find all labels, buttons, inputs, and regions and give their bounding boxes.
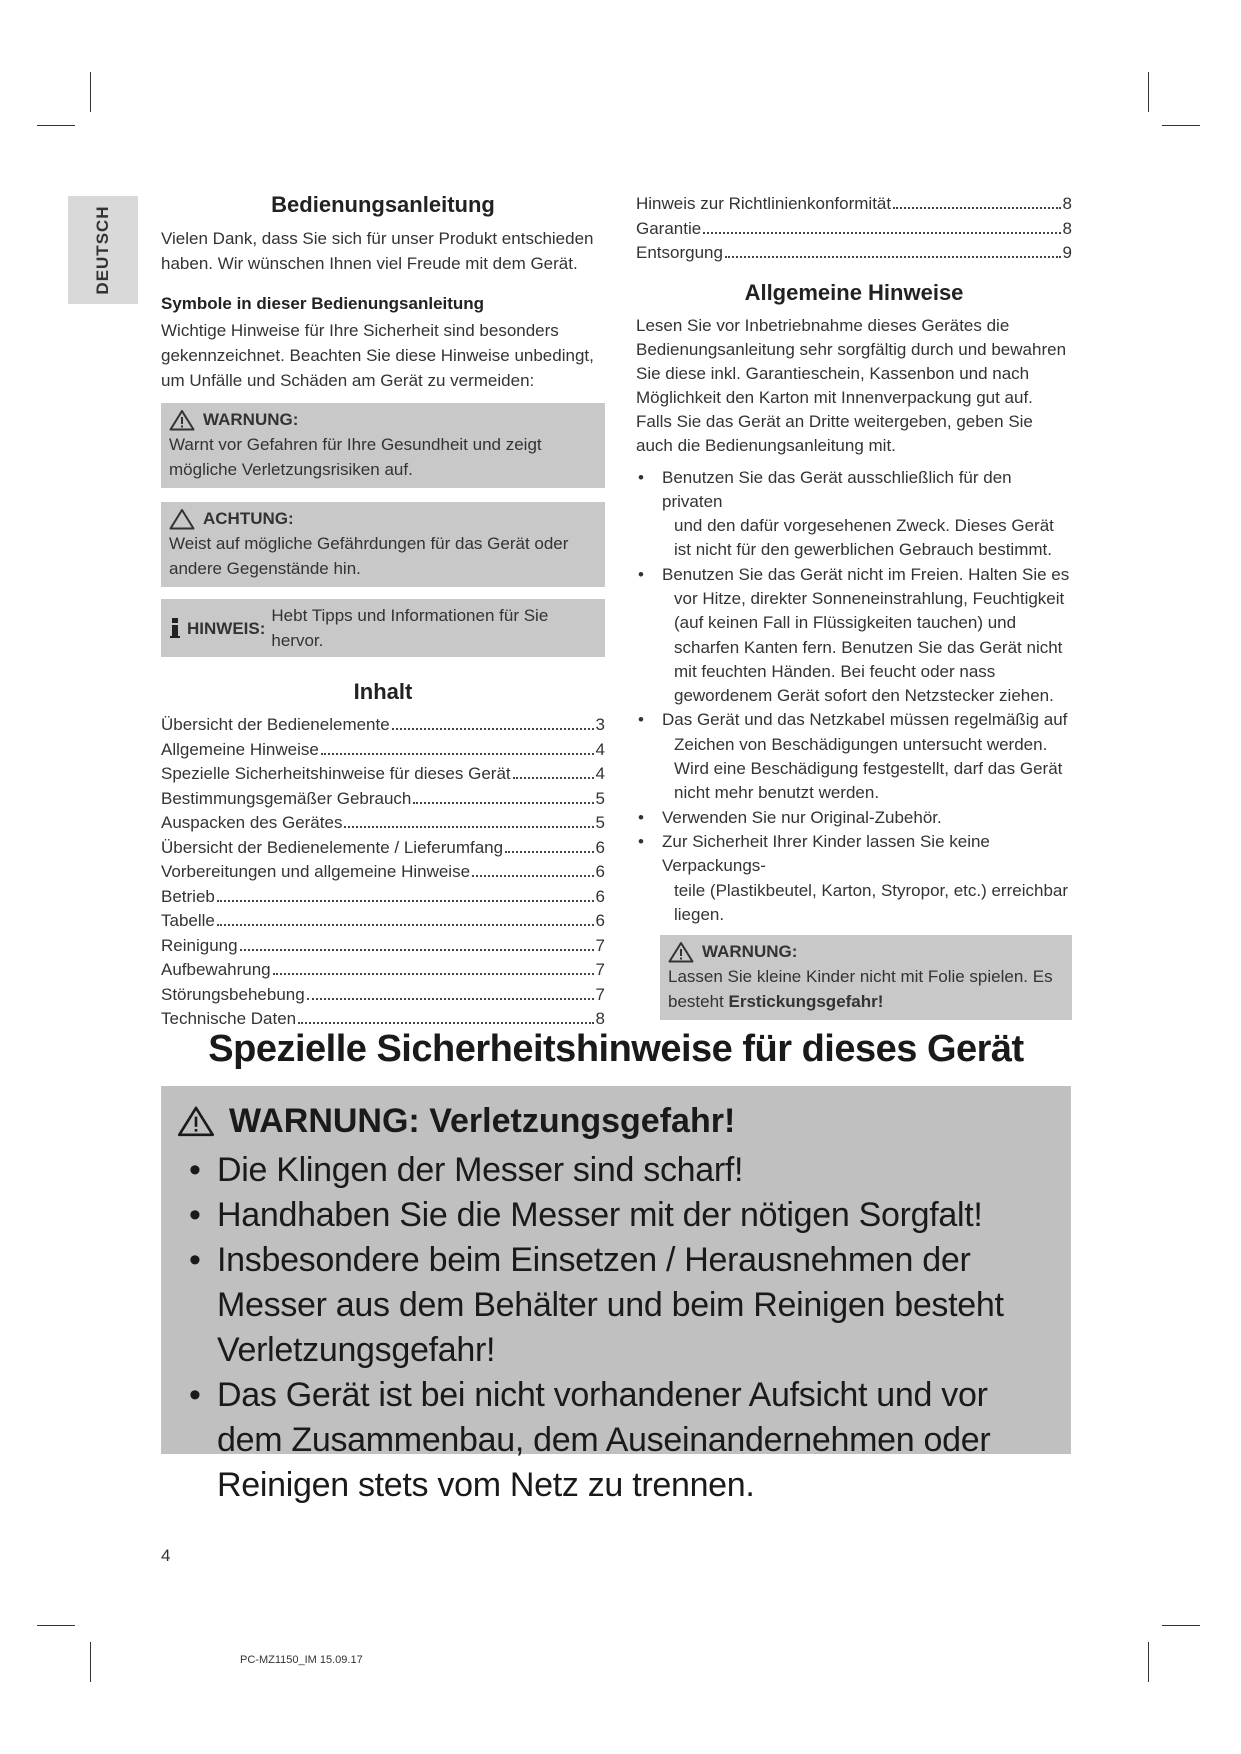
right-column: [636, 192, 1072, 1020]
info-icon: [169, 617, 181, 639]
list-item: • Zur Sicherheit Ihrer Kinder lassen Sie keine Verpackungs- teile (Plastikbeutel, Karton, Styropor, etc.) erreichbar liegen.: [636, 830, 1072, 927]
general-text: Lesen Sie vor Inbetriebnahme dieses Gerätes die Bedienungsanleitung sehr sorgfältig durch und bewahren Sie diese inkl. Garantieschein, Kassenbon und nach Möglichkeit den Karton mit Innenverpackung gut auf. Falls Sie das Gerät an Dritte weitergeben, geben Sie auch die Bedienungsanleitung mit.: [636, 315, 1067, 455]
hint-label: HINWEIS:: [187, 618, 266, 638]
crop-mark: [37, 1625, 75, 1626]
toc-item: Übersicht der Bedienelemente 3: [161, 715, 605, 734]
toc-item: Störungsbehebung 7: [161, 984, 605, 1004]
manual-title: Bedienungsanleitung: [271, 192, 495, 217]
warning-text: Warnt vor Gefahren für Ihre Gesundheit und zeigt mögliche Verletzungsrisiken auf.: [169, 435, 542, 479]
page-number: 4: [161, 1546, 171, 1565]
toc-item: Technische Daten 8: [161, 1009, 605, 1028]
toc-item: Bestimmungsgemäßer Gebrauch 5: [161, 788, 605, 808]
toc-item: Übersicht der Bedienelemente / Lieferumfang 6: [161, 837, 605, 857]
warning-emphasis: Erstickungsgefahr!: [728, 992, 884, 1012]
toc-item: Tabelle 6: [161, 911, 605, 930]
list-item: • Benutzen Sie das Gerät nicht im Freien. Halten Sie es vor Hitze, direkter Sonneneinstrahlung, Feuchtigkeit (auf keinen Fall in Flüssigkeiten tauchen) und scharfen Kanten fern. Benutzen Sie das Gerät nicht mit feuchten Händen. Bei feucht oder nass gewordenem Gerät sofort den Netzstecker ziehen.: [636, 563, 1072, 709]
caution-box: [161, 502, 605, 587]
special-safety-title: Spezielle Sicherheitshinweise für dieses Gerät: [208, 1028, 1024, 1070]
warning-text: Lassen Sie kleine Kinder nicht mit Folie spielen. Es besteht Erstickungsgefahr!: [668, 967, 1053, 1012]
hint-box: [161, 599, 605, 657]
intro-text: Vielen Dank, dass Sie sich für unser Produkt entschieden haben. Wir wünschen Ihnen viel Freude mit dem Gerät.: [161, 229, 594, 273]
crop-mark: [1162, 1625, 1200, 1626]
toc-item: Garantie 8: [636, 218, 1072, 238]
toc-item: Spezielle Sicherheitshinweise für dieses Gerät 4: [161, 764, 605, 783]
list-item: • Insbesondere beim Einsetzen / Herausnehmen der Messer aus dem Behälter und beim Reinigen besteht Verletzungsgefahr!: [177, 1238, 1055, 1373]
warning-triangle-icon: [668, 941, 694, 963]
children-warning-box: [660, 935, 1072, 1020]
special-warning-box: [161, 1086, 1071, 1504]
caution-label: ACHTUNG:: [203, 509, 294, 528]
list-item: • Benutzen Sie das Gerät ausschließlich für den privaten und den dafür vorgesehenen Zweck. Dieses Gerät ist nicht für den gewerblichen Gebrauch bestimmt.: [636, 466, 1072, 563]
caution-text: Weist auf mögliche Gefährdungen für das Gerät oder andere Gegenstände hin.: [169, 534, 569, 578]
warning-box: [161, 403, 605, 488]
hint-text: Hebt Tipps und Informationen für Sie hervor.: [271, 606, 549, 650]
crop-mark: [1148, 72, 1149, 112]
warning-triangle-icon: [177, 1105, 215, 1137]
symbols-heading: Symbole in dieser Bedienungsanleitung: [161, 294, 485, 313]
left-column: [161, 192, 605, 1032]
toc-item: Reinigung 7: [161, 935, 605, 955]
crop-mark: [90, 1642, 91, 1682]
list-item: • Handhaben Sie die Messer mit der nötigen Sorgfalt!: [177, 1193, 1055, 1238]
crop-mark: [90, 72, 91, 112]
list-item: • Die Klingen der Messer sind scharf!: [177, 1148, 1055, 1193]
toc-item: Hinweis zur Richtlinienkonformität 8: [636, 194, 1072, 213]
crop-mark: [1162, 125, 1200, 126]
language-tab-label: DEUTSCH: [93, 205, 112, 295]
warning-triangle-icon: [169, 409, 195, 431]
caution-triangle-icon: [169, 508, 195, 530]
general-title: Allgemeine Hinweise: [744, 279, 964, 305]
toc-item: Aufbewahrung 7: [161, 960, 605, 979]
toc-list: [161, 713, 605, 1032]
special-warning-list: [177, 1148, 1055, 1508]
warning-label: WARNUNG:: [203, 410, 299, 429]
toc-item: Vorbereitungen und allgemeine Hinweise 6: [161, 862, 605, 881]
language-tab: [68, 196, 138, 304]
list-item: • Das Gerät ist bei nicht vorhandener Aufsicht und vor dem Zusammenbau, dem Auseinandernehmen oder Reinigen stets vom Netz zu trennen.: [177, 1373, 1055, 1508]
list-item: • Das Gerät und das Netzkabel müssen regelmäßig auf Zeichen von Beschädigungen untersucht werden. Wird eine Beschädigung festgestellt, darf das Gerät nicht mehr benutzt werden.: [636, 708, 1072, 805]
general-bullets: [636, 466, 1072, 928]
symbols-text: Wichtige Hinweise für Ihre Sicherheit sind besonders gekennzeichnet. Beachten Sie diese Hinweise unbedingt, um Unfälle und Schäden am Gerät zu vermeiden:: [161, 321, 594, 390]
toc-item: Allgemeine Hinweise 4: [161, 739, 605, 759]
toc-title: Inhalt: [353, 679, 413, 704]
print-footer: PC-MZ1150_IM 15.09.17: [240, 1654, 363, 1666]
toc-item: Betrieb 6: [161, 886, 605, 906]
toc-item: Entsorgung 9: [636, 243, 1072, 262]
crop-mark: [37, 125, 75, 126]
toc-item: Auspacken des Gerätes 5: [161, 813, 605, 832]
crop-mark: [1148, 1642, 1149, 1682]
special-warning-label: WARNUNG: Verletzungsgefahr!: [229, 1101, 736, 1140]
toc-list-continued: [636, 192, 1072, 266]
list-item: • Verwenden Sie nur Original-Zubehör.: [636, 806, 1072, 830]
warning-label: WARNUNG:: [702, 942, 798, 962]
